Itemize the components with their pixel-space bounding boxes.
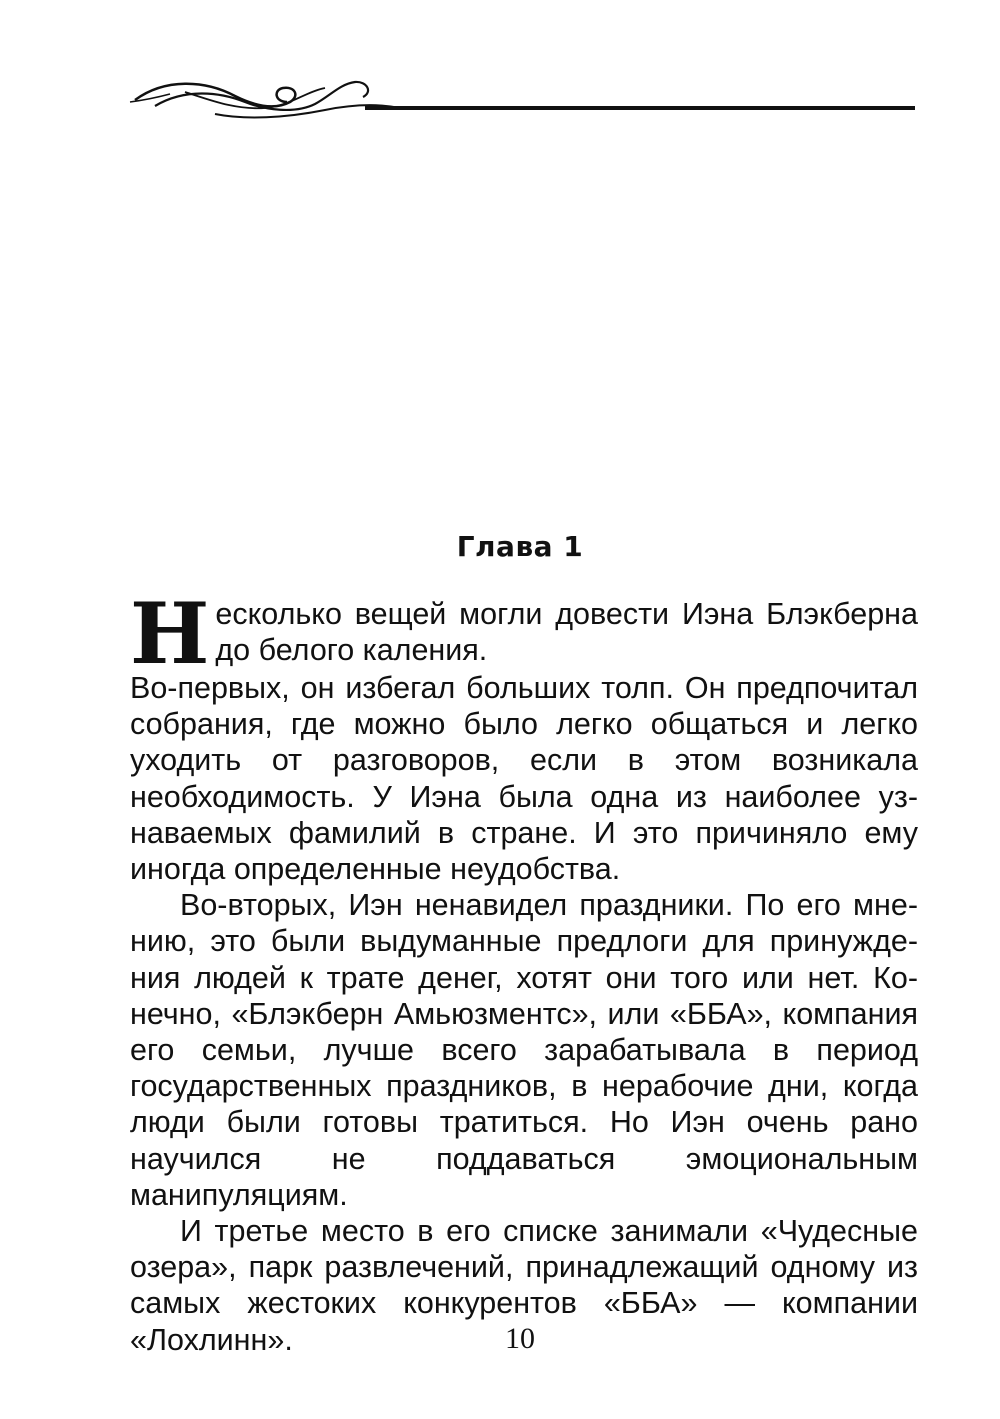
paragraph-2: Во-первых, он избегал больших толп. Он предпочитал собрания, где можно было легко общаться и легко уходить от разговоров, если в этом возникала необходимость. У Иэна была одна из наиболее узнаваемых фамилий в стране. И это причиняло ему иногда определенные неудобства. (130, 671, 918, 887)
paragraph-4: И третье место в его списке занимали «Чудесные озера», парк развлечений, принадлежащий одному из самых жестоких конкурентов «ББА» — компании «Лохлинн». (130, 1214, 918, 1357)
paragraph-3: Во-вторых, Иэн ненавидел праздники. По его мнению, это были выдуманные предлоги для принуждения людей к трате денег, хотят они того или нет. Конечно, «Блэкберн Амьюзментс», или «ББА», компания его семьи, лучше всего зарабатывала в период государственных праздников, в нерабочие дни, когда люди были готовы тратиться. Но Иэн очень рано научился не поддаваться эмоциональным манипуляциям. (130, 888, 918, 1212)
page-number: 10 (505, 1322, 535, 1355)
paragraph-1 (130, 584, 918, 683)
flourish-ornament-icon (125, 70, 920, 130)
chapter-title: Глава 1 (456, 530, 584, 563)
drop-cap: Н (130, 584, 210, 683)
paragraph-1-text: есколько вещей могли довести Иэна Блэкберна до белого каления. (215, 597, 918, 668)
chapter-body (130, 584, 918, 1358)
